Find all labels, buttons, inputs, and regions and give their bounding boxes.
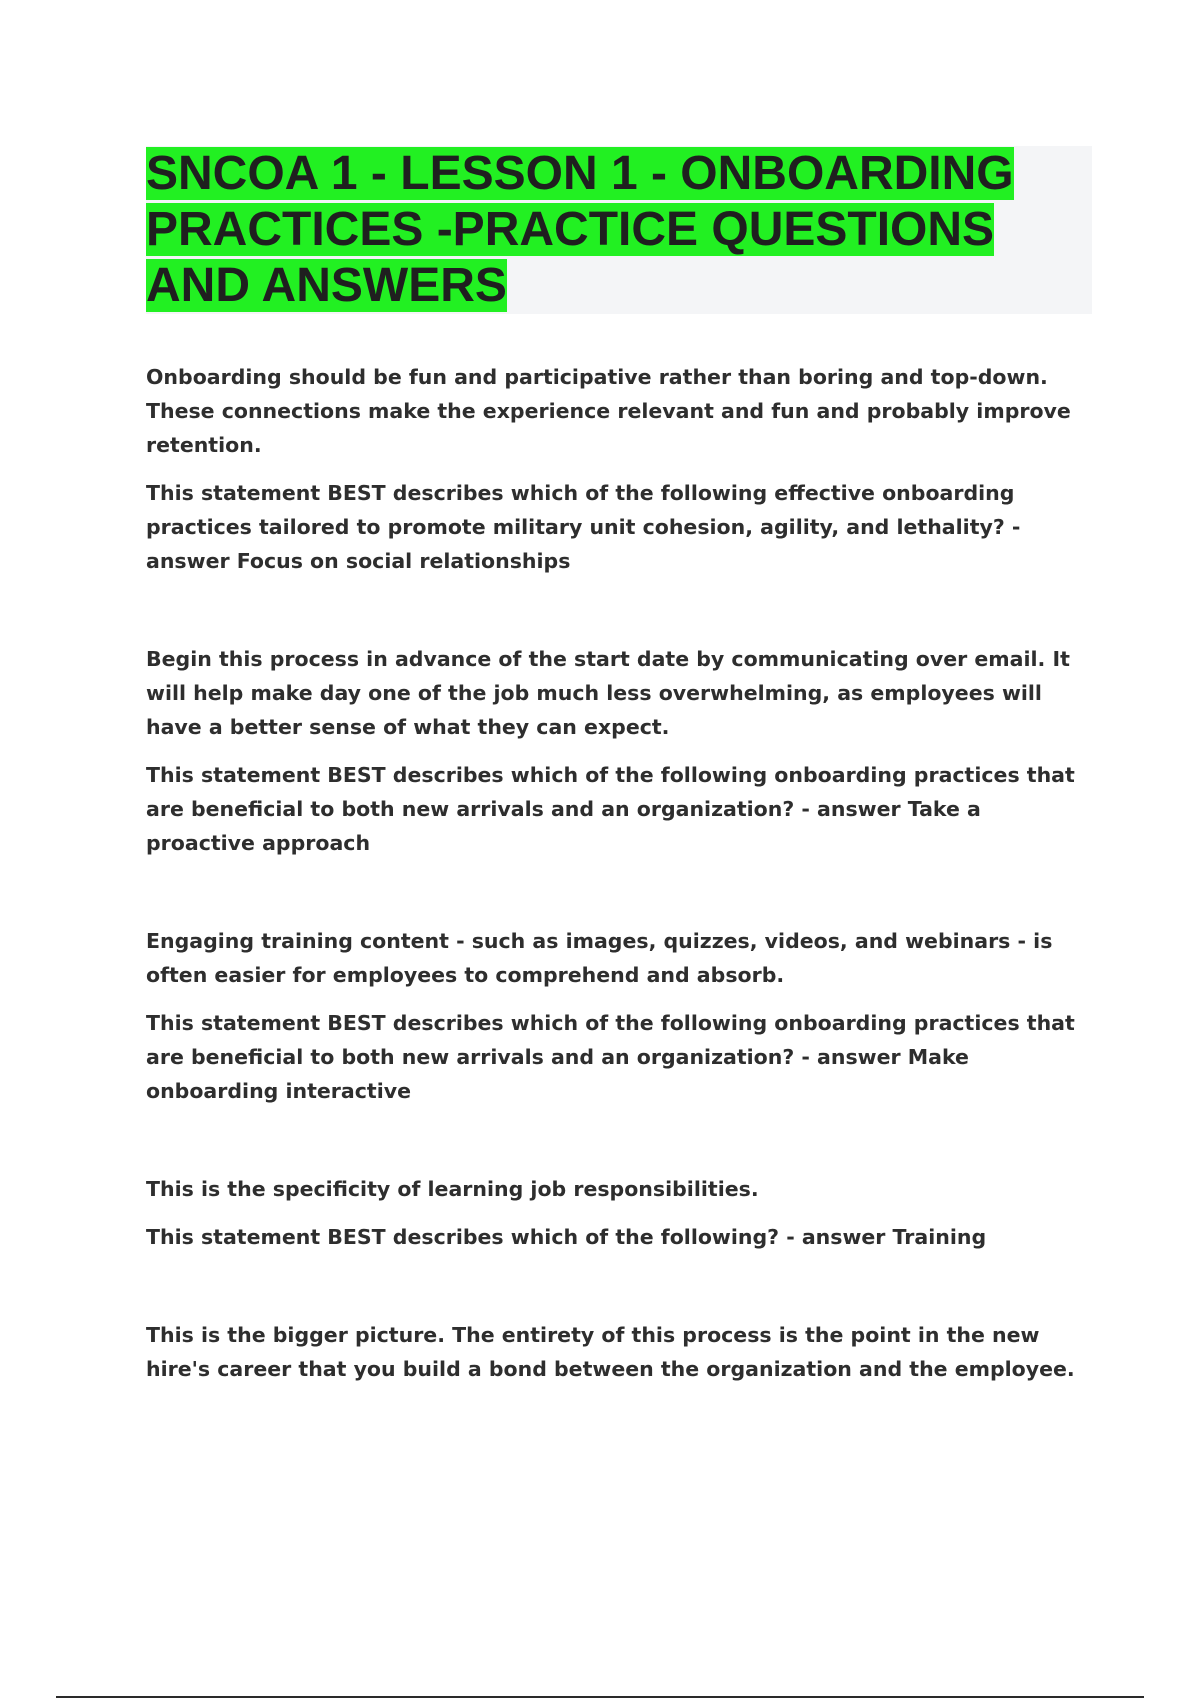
qa-item-2: [146, 642, 1096, 860]
qa-prompt: Engaging training content - such as images, quizzes, videos, and webinars - is often easier for employees to comprehend and absorb.: [146, 929, 1053, 987]
qa-prompt: This is the bigger picture. The entirety of this process is the point in the new hire's career that you build a bond between the organization and the employee.: [146, 1323, 1075, 1381]
document-title: [146, 146, 1092, 314]
title-block: [146, 146, 1092, 314]
footer-rule: [56, 1696, 1144, 1698]
qa-spacer: [146, 578, 1096, 642]
title-highlight: SNCOA 1 - LESSON 1 - ONBOARDING PRACTICES -PRACTICE QUESTIONS AND ANSWERS: [146, 147, 1014, 312]
qa-spacer: [146, 1108, 1096, 1172]
qa-question-answer: This statement BEST describes which of the following? - answer Training: [146, 1225, 987, 1249]
qa-item-3: [146, 924, 1096, 1108]
qa-item-5: [146, 1318, 1096, 1386]
qa-item-4: [146, 1172, 1096, 1254]
qa-item-1: [146, 360, 1096, 578]
qa-question-answer: This statement BEST describes which of the following onboarding practices that are beneficial to both new arrivals and an organization? - answer Make onboarding interactive: [146, 1011, 1075, 1103]
qa-question-answer: This statement BEST describes which of the following onboarding practices that are beneficial to both new arrivals and an organization? - answer Take a proactive approach: [146, 763, 1075, 855]
qa-spacer: [146, 1254, 1096, 1318]
qa-prompt: Begin this process in advance of the start date by communicating over email. It will help make day one of the job much less overwhelming, as employees will have a better sense of what they can expect.: [146, 647, 1070, 739]
qa-prompt: This is the specificity of learning job responsibilities.: [146, 1177, 759, 1201]
qa-content: [146, 360, 1096, 1400]
qa-question-answer: This statement BEST describes which of the following effective onboarding practices tailored to promote military unit cohesion, agility, and lethality? - answer Focus on social relationships: [146, 481, 1021, 573]
qa-spacer: [146, 860, 1096, 924]
qa-prompt: Onboarding should be fun and participative rather than boring and top-down. These connections make the experience relevant and fun and probably improve retention.: [146, 365, 1071, 457]
